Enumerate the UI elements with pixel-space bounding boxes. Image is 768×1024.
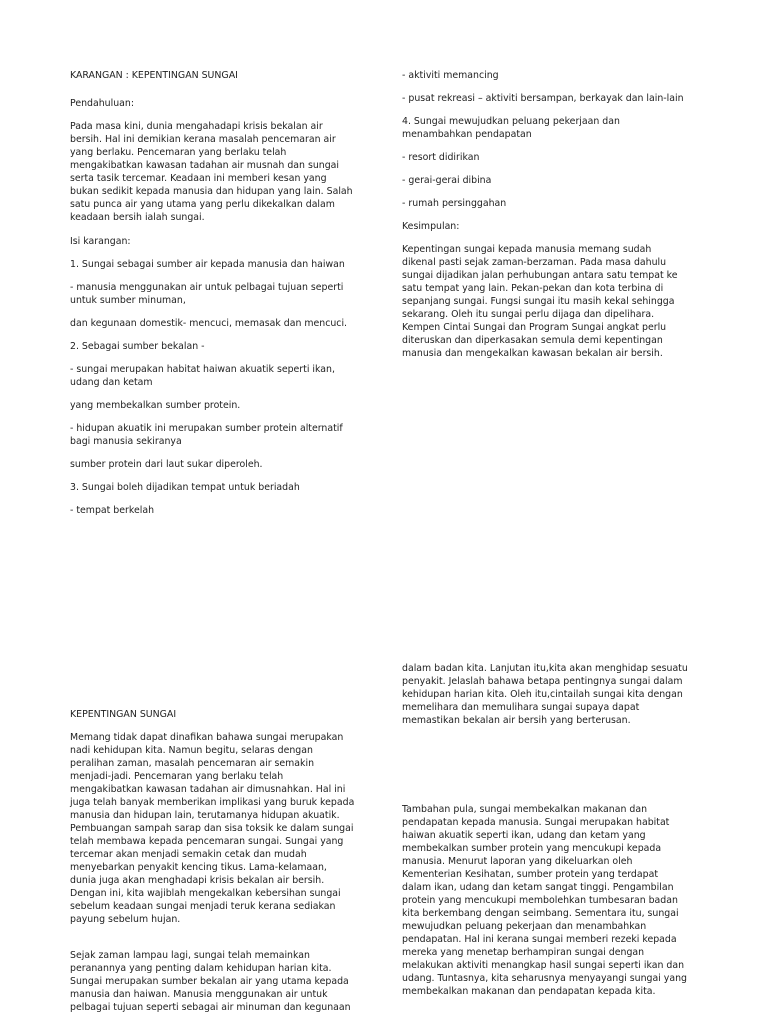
list-item: - hidupan akuatik ini merupakan sumber protein alternatif bagi manusia sekiranya [70, 423, 343, 447]
page1-left-column [70, 69, 368, 517]
list-item: - sungai merupakan habitat haiwan akuatik seperti ikan, udang dan ketam [70, 364, 335, 388]
section-heading: Isi karangan: [70, 236, 131, 247]
page2-left-column [70, 708, 368, 1014]
essay-title: KEPENTINGAN SUNGAI [70, 709, 177, 720]
list-item: - tempat berkelah [70, 505, 155, 516]
list-item: - gerai-gerai dibina [402, 175, 492, 186]
list-item: sumber protein dari laut sukar diperoleh. [70, 459, 263, 470]
list-item: - aktiviti memancing [402, 70, 499, 81]
paragraph: dalam badan kita. Lanjutan itu,kita akan menghidap sesuatu penyakit. Jelaslah bahawa betapa pentingnya sungai dalam kehidupan harian kita. Oleh itu,cintailah sungai kita dengan memelihara dan memulihara sungai supaya dapat memastikan bekalan air bersih yang berterusan. [402, 663, 688, 726]
section-heading: Kesimpulan: [402, 221, 460, 232]
list-item: dan kegunaan domestik- mencuci, memasak dan mencuci. [70, 318, 348, 329]
section-heading: Pendahuluan: [70, 98, 134, 109]
paragraph: Tambahan pula, sungai membekalkan makanan dan pendapatan kepada manusia. Sungai merupakan habitat haiwan akuatik seperti ikan, udang dan ketam yang membekalkan sumber protein yang mencukupi kepada manusia. Menurut laporan yang dikeluarkan oleh Kementerian Kesihatan, sumber protein yang terdapat dalam ikan, udang dan ketam sangat tinggi. Pengambilan protein yang mencukupi membolehkan tumbesaran badan kita berkembang dengan seimbang. Sementara itu, sungai mewujudkan peluang pekerjaan dan menambahkan pendapatan. Hal ini kerana sungai memberi rezeki kepada mereka yang menetap berhampiran sungai dengan melakukan aktiviti menangkap hasil sungai seperti ikan dan udang. Tuntasnya, kita seharusnya menyayangi sungai yang membekalkan makanan dan pendapatan kepada kita. [402, 804, 687, 997]
list-item: 3. Sungai boleh dijadikan tempat untuk beriadah [70, 482, 300, 493]
essay-title: KARANGAN : KEPENTINGAN SUNGAI [70, 70, 238, 81]
page2-right-column [402, 662, 700, 998]
page1-right-column [402, 69, 700, 360]
list-item: yang membekalkan sumber protein. [70, 400, 241, 411]
list-item: 2. Sebagai sumber bekalan - [70, 341, 205, 352]
paragraph: Memang tidak dapat dinafikan bahawa sungai merupakan nadi kehidupan kita. Namun begitu, selaras dengan peralihan zaman, masalah pencemaran air semakin menjadi-jadi. Pencemaran yang berlaku telah mengakibatkan kawasan tadahan air dimusnahkan. Hal ini juga telah banyak memberikan implikasi yang buruk kepada manusia dan hidupan lain, terutamanya hidupan akuatik. Pembuangan sampah sarap dan sisa toksik ke dalam sungai telah membawa kepada pencemaran sungai. Sungai yang tercemar akan menjadi semakin cetak dan mudah menyebarkan penyakit kencing tikus. Lama-kelamaan, dunia juga akan menghadapi krisis bekalan air bersih. Dengan ini, kita wajiblah mengekalkan kebersihan sungai sebelum keadaan sungai menjadi teruk kerana sediakan payung sebelum hujan. [70, 732, 355, 925]
list-item: - resort didirikan [402, 152, 480, 163]
paragraph: Kepentingan sungai kepada manusia memang sudah dikenal pasti sejak zaman-berzaman. Pada masa dahulu sungai dijadikan jalan perhubungan antara satu tempat ke satu tempat yang lain. Pekan-pekan dan kota terbina di sepanjang sungai. Fungsi sungai itu masih kekal sehingga sekarang. Oleh itu sungai perlu dijaga dan dipelihara. Kempen Cintai Sungai dan Program Sungai angkat perlu diteruskan dan diperkasakan semula demi kepentingan manusia dan mengekalkan kawasan bekalan air bersih. [402, 244, 678, 359]
list-item: 4. Sungai mewujudkan peluang pekerjaan dan menambahkan pendapatan [402, 116, 620, 140]
list-item: - manusia menggunakan air untuk pelbagai tujuan seperti untuk sumber minuman, [70, 282, 344, 306]
paragraph: Pada masa kini, dunia mengahadapi krisis bekalan air bersih. Hal ini demikian kerana masalah pencemaran air yang berlaku. Pencemaran yang berlaku telah mengakibatkan kawasan tadahan air musnah dan sungai serta tasik tercemar. Keadaan ini memberi kesan yang bukan sedikit kepada manusia dan hidupan yang lain. Salah satu punca air yang utama yang perlu dikekalkan dalam keadaan bersih ialah sungai. [70, 121, 353, 223]
list-item: - pusat rekreasi – aktiviti bersampan, berkayak dan lain-lain [402, 93, 684, 104]
paragraph: Sejak zaman lampau lagi, sungai telah memainkan peranannya yang penting dalam kehidupan harian kita. Sungai merupakan sumber bekalan air yang utama kepada manusia dan haiwan. Manusia menggunakan air untuk pelbagai tujuan seperti sebagai air minuman dan kegunaan [70, 950, 351, 1013]
list-item: 1. Sungai sebagai sumber air kepada manusia dan haiwan [70, 259, 345, 270]
list-item: - rumah persinggahan [402, 198, 507, 209]
